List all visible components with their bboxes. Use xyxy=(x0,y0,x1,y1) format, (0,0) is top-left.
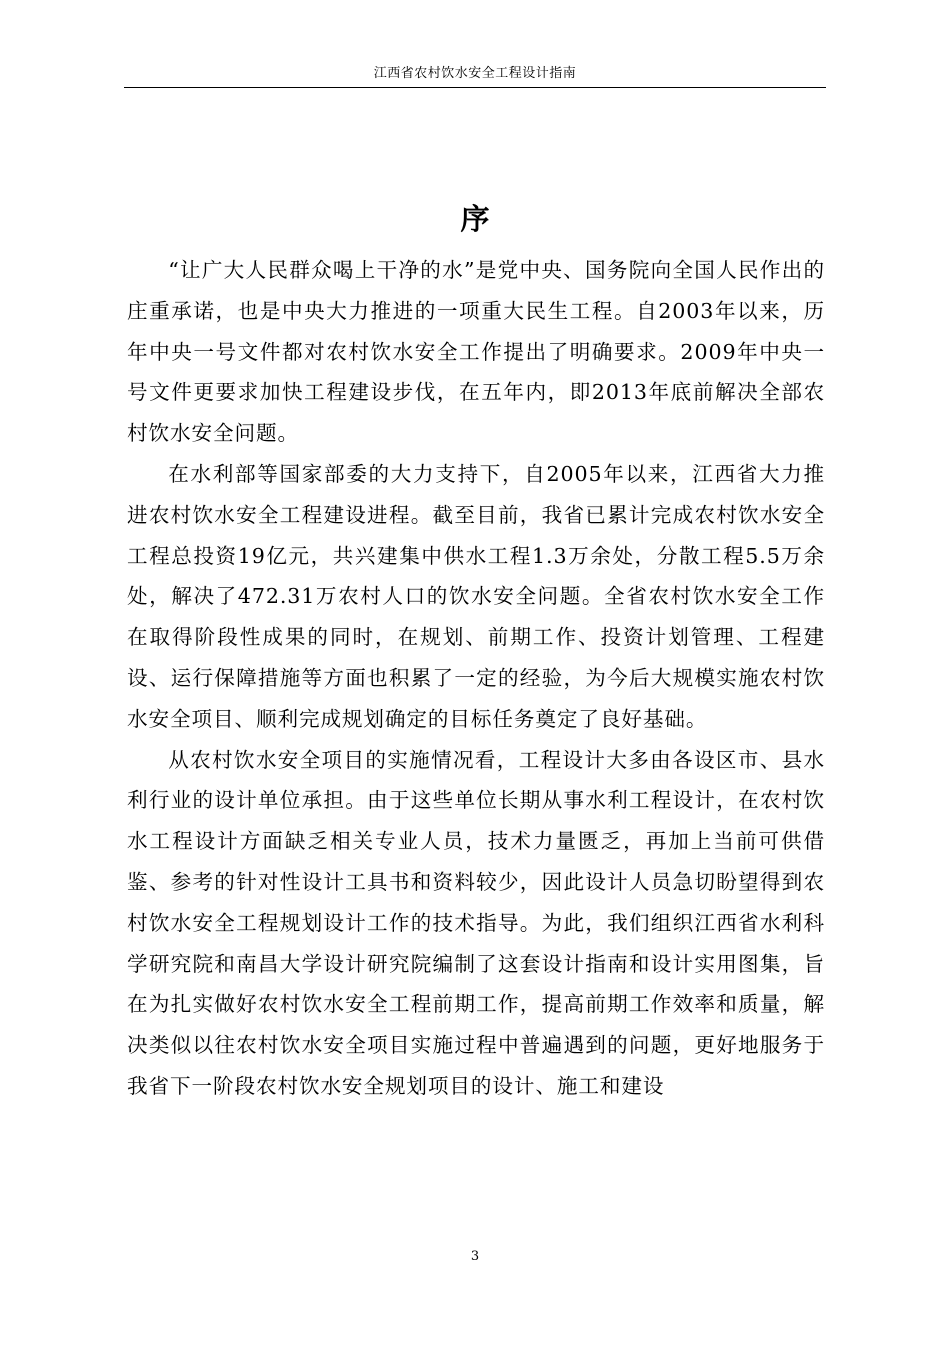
running-header: 江西省农村饮水安全工程设计指南 xyxy=(373,66,577,81)
section-title: 序 xyxy=(460,202,490,237)
header-divider xyxy=(124,87,826,88)
paragraph-intro: “让广大人民群众喝上干净的水”是党中央、国务院向全国人民作出的庄重承诺，也是中央大力推进的一项重大民生工程。自2003年以来，历年中央一号文件都对农村饮水安全工作提出了明确要求。2009年中央一号文件更要求加快工程建设步伐，在五年内，即2013年底前解决全部农村饮水安全问题。 xyxy=(127,258,825,446)
paragraph-purpose: 从农村饮水安全项目的实施情况看，工程设计大多由各设区市、县水利行业的设计单位承担。由于这些单位长期从事水利工程设计，在农村饮水工程设计方面缺乏相关专业人员，技术力量匮乏，再加上当前可供借鉴、参考的针对性设计工具书和资料较少，因此设计人员急切盼望得到农村饮水安全工程规划设计工作的技术指导。为此，我们组织江西省水利科学研究院和南昌大学设计研究院编制了这套设计指南和设计实用图集，旨在为扎实做好农村饮水安全工程前期工作，提高前期工作效率和质量，解决类似以往农村饮水安全项目实施过程中普遍遇到的问题，更好地服务于我省下一阶段农村饮水安全规划项目的设计、施工和建设 xyxy=(127,747,825,1098)
body-text xyxy=(127,250,825,1107)
page-number: 3 xyxy=(470,1249,480,1264)
paragraph-progress: 在水利部等国家部委的大力支持下，自2005年以来，江西省大力推进农村饮水安全工程建设进程。截至目前，我省已累计完成农村饮水安全工程总投资19亿元，共兴建集中供水工程1.3万余处，分散工程5.5万余处，解决了472.31万农村人口的饮水安全问题。全省农村饮水安全工作在取得阶段性成果的同时，在规划、前期工作、投资计划管理、工程建设、运行保障措施等方面也积累了一定的经验，为今后大规模实施农村饮水安全项目、顺利完成规划确定的目标任务奠定了良好基础。 xyxy=(127,461,825,731)
